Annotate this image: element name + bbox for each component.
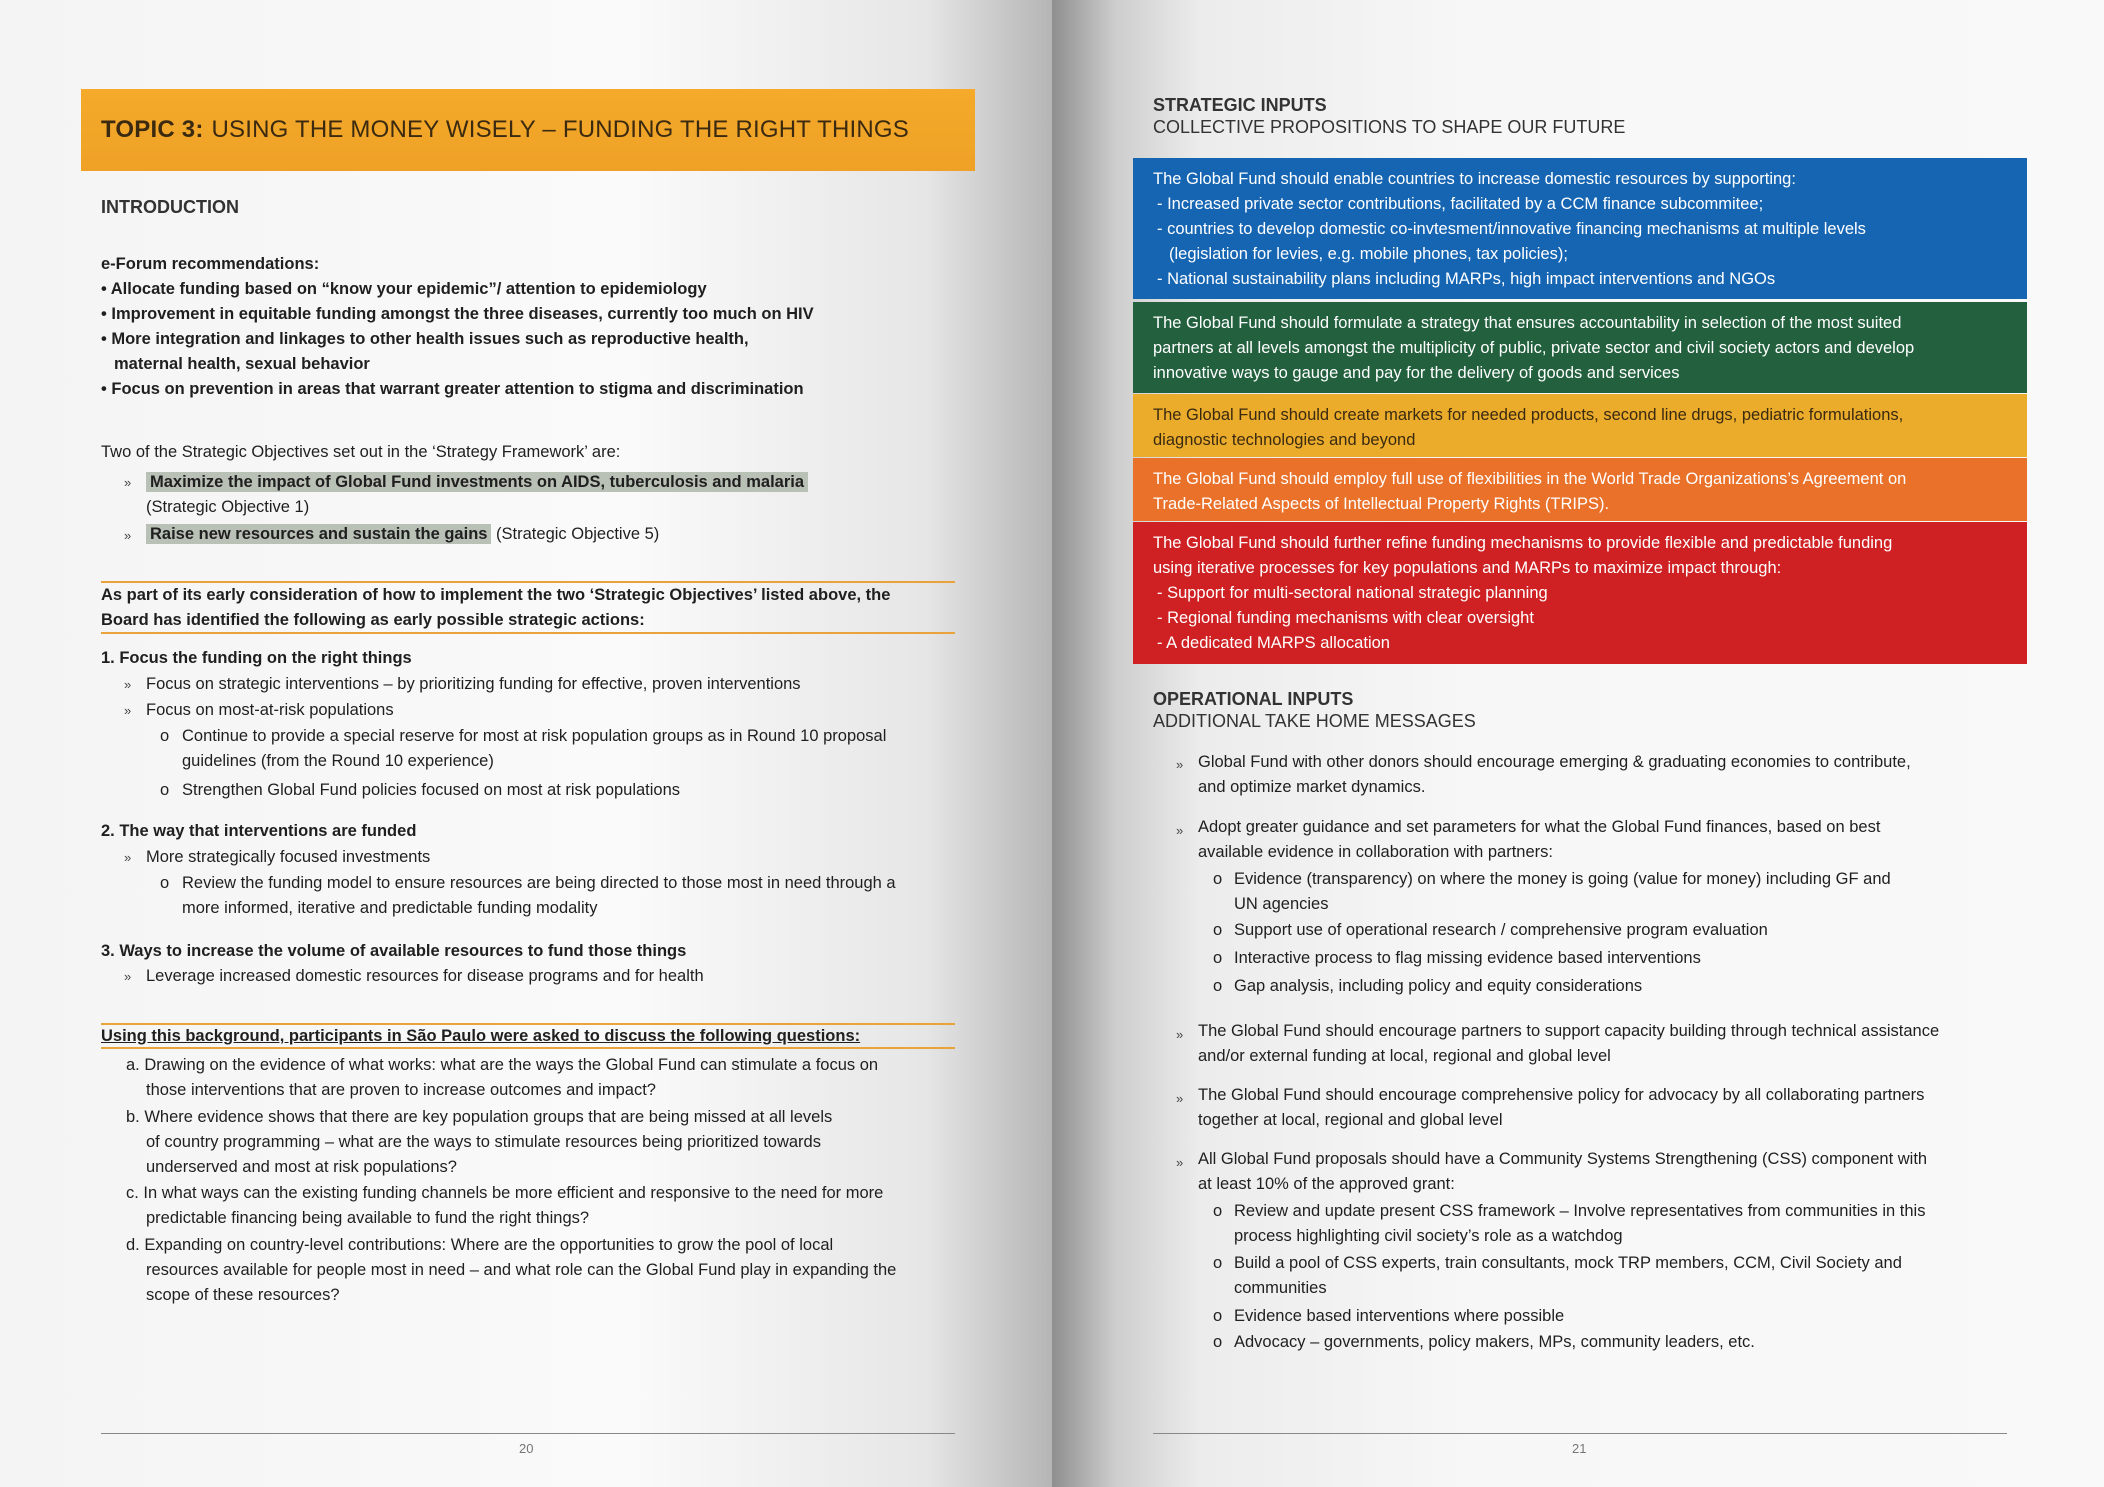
box-line: - Increased private sector contributions, facilitated by a CCM finance subcommitee; xyxy=(1157,195,1764,213)
message-4 xyxy=(1198,1083,1924,1133)
box-line: diagnostic technologies and beyond xyxy=(1153,431,1416,449)
question-line: scope of these resources? xyxy=(146,1286,340,1304)
arrow-bullet-icon: » xyxy=(1176,1027,1184,1042)
circle-bullet-icon: o xyxy=(160,727,170,745)
footer-rule xyxy=(101,1433,955,1434)
message-5-subitem: Evidence based interventions where possible xyxy=(1234,1307,1565,1325)
eforum-item: • Focus on prevention in areas that warrant greater attention to stigma and discrimination xyxy=(101,380,804,398)
strategic-box-red xyxy=(1133,522,2027,664)
subitem-line: more informed, iterative and predictable funding modality xyxy=(182,899,598,917)
message-3 xyxy=(1198,1019,1939,1069)
question-b xyxy=(126,1105,832,1180)
message-2 xyxy=(1198,815,1880,865)
subitem-line: Build a pool of CSS experts, train consultants, mock TRP members, CCM, Civil Society and xyxy=(1234,1254,1902,1272)
question-line: a. Drawing on the evidence of what works: what are the ways the Global Fund can stimulate a focus on xyxy=(126,1056,879,1074)
question-a xyxy=(126,1053,878,1103)
question-line: those interventions that are proven to increase outcomes and impact? xyxy=(146,1081,656,1099)
subitem-line: process highlighting civil society’s role as a watchdog xyxy=(1234,1227,1623,1245)
eforum-item-continuation: maternal health, sexual behavior xyxy=(114,355,370,373)
strategic-inputs-heading: STRATEGIC INPUTS xyxy=(1153,95,1327,115)
box-line: The Global Fund should enable countries to increase domestic resources by supporting: xyxy=(1153,170,1796,188)
question-line: d. Expanding on country-level contributions: Where are the opportunities to grow the pool of local xyxy=(126,1236,834,1254)
topic-number: TOPIC 3: xyxy=(101,116,204,143)
circle-bullet-icon: o xyxy=(1213,870,1223,888)
arrow-bullet-icon: » xyxy=(1176,1091,1184,1106)
footer-rule xyxy=(1153,1433,2007,1434)
box-line: Trade-Related Aspects of Intellectual Property Rights (TRIPS). xyxy=(1153,495,1610,513)
message-line: available evidence in collaboration with partners: xyxy=(1198,843,1553,861)
divider-rule xyxy=(101,632,955,634)
action-1-bullet: Focus on strategic interventions – by prioritizing funding for effective, proven interventions xyxy=(146,675,801,693)
strategic-box-orange xyxy=(1133,458,2027,521)
box-line: partners at all levels amongst the multiplicity of public, private sector and civil society actors and develop xyxy=(1153,339,1915,357)
action-1-heading: 1. Focus the funding on the right things xyxy=(101,649,412,667)
circle-bullet-icon: o xyxy=(1213,949,1223,967)
arrow-bullet-icon: » xyxy=(124,969,132,984)
message-line: and optimize market dynamics. xyxy=(1198,778,1426,796)
operational-inputs-subheading: ADDITIONAL TAKE HOME MESSAGES xyxy=(1153,711,1476,731)
box-line: - countries to develop domestic co-invtesment/innovative financing mechanisms at multiple levels xyxy=(1157,220,1866,238)
box-line: - Regional funding mechanisms with clear oversight xyxy=(1157,609,1534,627)
box-line: (legislation for levies, e.g. mobile phones, tax policies); xyxy=(1169,245,1568,263)
circle-bullet-icon: o xyxy=(1213,1307,1223,1325)
message-5-subitem xyxy=(1234,1251,1902,1301)
arrow-bullet-icon: » xyxy=(1176,757,1184,772)
arrow-bullet-icon: » xyxy=(124,475,132,490)
page-number: 21 xyxy=(1572,1441,1587,1456)
divider-rule xyxy=(101,1047,955,1049)
message-line: The Global Fund should encourage partners to support capacity building through technical assistance xyxy=(1198,1022,1940,1040)
box-line: The Global Fund should further refine funding mechanisms to provide flexible and predictable funding xyxy=(1153,534,1893,552)
action-2-heading: 2. The way that interventions are funded xyxy=(101,822,417,840)
box-line: - National sustainability plans including MARPs, high impact interventions and NGOs xyxy=(1157,270,1776,288)
strategic-box-yellow xyxy=(1133,394,2027,457)
arrow-bullet-icon: » xyxy=(1176,1155,1184,1170)
objective-1-tail: (Strategic Objective 1) xyxy=(146,498,310,516)
strategic-box-blue xyxy=(1133,158,2027,299)
circle-bullet-icon: o xyxy=(1213,921,1223,939)
message-2-subitem: Gap analysis, including policy and equity considerations xyxy=(1234,977,1643,995)
question-line: b. Where evidence shows that there are key population groups that are being missed at all levels xyxy=(126,1108,833,1126)
question-line: c. In what ways can the existing funding channels be more efficient and responsive to the need for more xyxy=(126,1184,884,1202)
subitem-line: guidelines (from the Round 10 experience) xyxy=(182,752,494,770)
arrow-bullet-icon: » xyxy=(1176,823,1184,838)
message-line: All Global Fund proposals should have a Community Systems Strengthening (CSS) component with xyxy=(1198,1150,1928,1168)
eforum-label: e-Forum recommendations: xyxy=(101,255,320,273)
question-line: underserved and most at risk populations? xyxy=(146,1158,457,1176)
message-5-subitem: Advocacy – governments, policy makers, MPs, community leaders, etc. xyxy=(1234,1333,1755,1351)
board-note-line: As part of its early consideration of how to implement the two ‘Strategic Objectives’ listed above, the xyxy=(101,586,891,604)
action-2-bullet: More strategically focused investments xyxy=(146,848,431,866)
question-c xyxy=(126,1181,883,1231)
objective-1-highlight: Maximize the impact of Global Fund investments on AIDS, tuberculosis and malaria xyxy=(146,472,808,492)
message-line: together at local, regional and global level xyxy=(1198,1111,1503,1129)
question-d xyxy=(126,1233,896,1308)
arrow-bullet-icon: » xyxy=(124,677,132,692)
introduction-heading: INTRODUCTION xyxy=(101,197,239,217)
box-line: - Support for multi-sectoral national strategic planning xyxy=(1157,584,1548,602)
action-1-bullet: Focus on most-at-risk populations xyxy=(146,701,394,719)
operational-inputs-heading: OPERATIONAL INPUTS xyxy=(1153,689,1354,709)
arrow-bullet-icon: » xyxy=(124,528,132,543)
questions-heading: Using this background, participants in São Paulo were asked to discuss the following questions: xyxy=(101,1027,861,1045)
circle-bullet-icon: o xyxy=(1213,1254,1223,1272)
message-line: The Global Fund should encourage comprehensive policy for advocacy by all collaborating partners xyxy=(1198,1086,1925,1104)
message-1 xyxy=(1198,750,1911,800)
question-line: predictable financing being available to fund the right things? xyxy=(146,1209,590,1227)
message-5 xyxy=(1198,1147,1927,1197)
eforum-item: • Improvement in equitable funding amongst the three diseases, currently too much on HIV xyxy=(101,305,814,323)
objective-1 xyxy=(146,470,808,495)
action-3-heading: 3. Ways to increase the volume of available resources to fund those things xyxy=(101,942,687,960)
subitem-line: Continue to provide a special reserve for most at risk population groups as in Round 10 proposal xyxy=(182,727,887,745)
eforum-recommendations xyxy=(101,252,814,402)
objective-2-tail: (Strategic Objective 5) xyxy=(496,525,660,543)
question-line: resources available for people most in need – and what role can the Global Fund play in expanding the xyxy=(146,1261,897,1279)
message-line: Global Fund with other donors should encourage emerging & graduating economies to contribute, xyxy=(1198,753,1911,771)
topic-title: USING THE MONEY WISELY – FUNDING THE RIGHT THINGS xyxy=(211,116,909,143)
subitem-line: communities xyxy=(1234,1279,1327,1297)
box-line: The Global Fund should employ full use of flexibilities in the World Trade Organizations’s Agreement on xyxy=(1153,470,1907,488)
message-5-subitem xyxy=(1234,1199,1925,1249)
strategic-box-green xyxy=(1133,302,2027,393)
box-line: The Global Fund should formulate a strategy that ensures accountability in selection of the most suited xyxy=(1153,314,1902,332)
board-note xyxy=(101,583,890,633)
arrow-bullet-icon: » xyxy=(124,850,132,865)
action-1-subitem xyxy=(182,724,886,774)
action-2-subitem xyxy=(182,871,896,921)
objectives-intro: Two of the Strategic Objectives set out in the ‘Strategy Framework’ are: xyxy=(101,443,621,461)
subitem-line: Review and update present CSS framework – Involve representatives from communities in this xyxy=(1234,1202,1926,1220)
message-2-subitem: Interactive process to flag missing evidence based interventions xyxy=(1234,949,1701,967)
box-line: innovative ways to gauge and pay for the delivery of goods and services xyxy=(1153,364,1680,382)
subitem-line: UN agencies xyxy=(1234,895,1329,913)
subitem-line: Review the funding model to ensure resources are being directed to those most in need through a xyxy=(182,874,896,892)
action-1-subitem: Strengthen Global Fund policies focused on most at risk populations xyxy=(182,781,681,799)
box-line: The Global Fund should create markets for needed products, second line drugs, pediatric formulations, xyxy=(1153,406,1904,424)
message-line: and/or external funding at local, regional and global level xyxy=(1198,1047,1611,1065)
circle-bullet-icon: o xyxy=(160,781,170,799)
message-2-subitem xyxy=(1234,867,1891,917)
objective-2-highlight: Raise new resources and sustain the gains xyxy=(146,524,491,544)
message-line: at least 10% of the approved grant: xyxy=(1198,1175,1455,1193)
arrow-bullet-icon: » xyxy=(124,703,132,718)
objective-2 xyxy=(146,522,659,547)
eforum-item: • More integration and linkages to other health issues such as reproductive health, xyxy=(101,330,749,348)
circle-bullet-icon: o xyxy=(1213,1202,1223,1220)
board-note-line: Board has identified the following as early possible strategic actions: xyxy=(101,611,645,629)
message-line: Adopt greater guidance and set parameters for what the Global Fund finances, based on best xyxy=(1198,818,1881,836)
page-number: 20 xyxy=(519,1441,534,1456)
box-line: - A dedicated MARPS allocation xyxy=(1157,634,1390,652)
circle-bullet-icon: o xyxy=(1213,1333,1223,1351)
strategic-inputs-subheading: COLLECTIVE PROPOSITIONS TO SHAPE OUR FUTURE xyxy=(1153,117,1626,137)
action-3-bullet: Leverage increased domestic resources for disease programs and for health xyxy=(146,967,704,985)
circle-bullet-icon: o xyxy=(1213,977,1223,995)
box-line: using iterative processes for key populations and MARPs to maximize impact through: xyxy=(1153,559,1782,577)
eforum-item: • Allocate funding based on “know your epidemic”/ attention to epidemiology xyxy=(101,280,707,298)
subitem-line: Evidence (transparency) on where the money is going (value for money) including GF and xyxy=(1234,870,1891,888)
message-2-subitem: Support use of operational research / comprehensive program evaluation xyxy=(1234,921,1768,939)
topic-banner xyxy=(81,89,975,171)
circle-bullet-icon: o xyxy=(160,874,170,892)
question-line: of country programming – what are the ways to stimulate resources being prioritized towards xyxy=(146,1133,821,1151)
